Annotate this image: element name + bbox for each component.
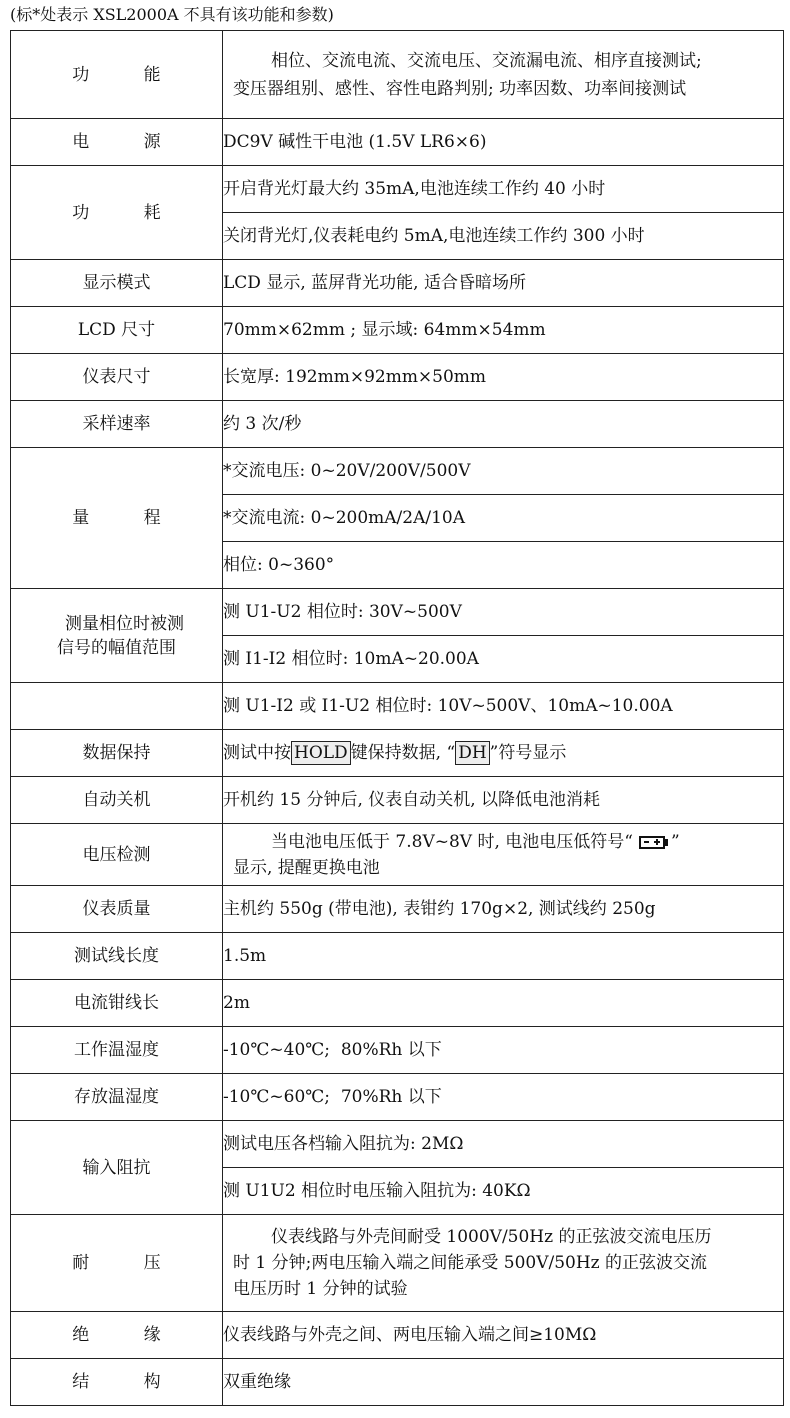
hold-text-before: 测试中按 [223, 743, 291, 763]
table-row [11, 1074, 784, 1121]
lcd-value: 70mm×62mm ; 显示域: 64mm×54mm [223, 307, 784, 354]
hold-label: 数据保持 [11, 730, 223, 777]
consumption-backlight-off: 关闭背光灯,仪表耗电约 5mA,电池连续工作约 300 小时 [223, 213, 784, 260]
range-phase: 相位: 0~360° [223, 542, 784, 589]
hold-text-middle: 键保持数据, “ [350, 743, 456, 763]
table-row [11, 448, 784, 495]
function-value [223, 31, 784, 119]
range-current: *交流电流: 0~200mA/2A/10A [223, 495, 784, 542]
lcd-label: LCD 尺寸 [11, 307, 223, 354]
clamp-lead-label: 电流钳线长 [11, 980, 223, 1027]
phase-u1u2-range: 测 U1-U2 相位时: 30V~500V [223, 589, 784, 636]
table-row [11, 166, 784, 213]
autooff-label: 自动关机 [11, 777, 223, 824]
table-row [11, 1312, 784, 1359]
size-label: 仪表尺寸 [11, 354, 223, 401]
phase-amplitude-label-line1: 测量相位时被测 [65, 613, 184, 634]
table-row [11, 260, 784, 307]
table-row [11, 119, 784, 166]
voltcheck-line2: 显示, 提醒更换电池 [233, 857, 380, 878]
power-label: 电源 [11, 119, 223, 166]
withstand-value [223, 1215, 784, 1312]
hold-value [223, 730, 784, 777]
withstand-line1: 仪表线路与外壳间耐受 1000V/50Hz 的正弦波交流电压历 [271, 1227, 712, 1247]
mass-value: 主机约 550g (带电池), 表钳约 170g×2, 测试线约 250g [223, 886, 784, 933]
table-row [11, 589, 784, 636]
table-row [11, 1215, 784, 1312]
structure-label: 结构 [11, 1359, 223, 1406]
withstand-label: 耐压 [11, 1215, 223, 1312]
hold-text-after: ”符号显示 [489, 743, 567, 763]
dh-symbol-glyph: DH [455, 741, 489, 765]
function-label: 功能 [11, 31, 223, 119]
clamp-lead-value: 2m [223, 980, 784, 1027]
table-row [11, 730, 784, 777]
voltcheck-line1-end: ” [670, 831, 680, 852]
spec-table [10, 30, 784, 1406]
display-label: 显示模式 [11, 260, 223, 307]
table-row [11, 31, 784, 119]
table-row [11, 401, 784, 448]
work-env-label: 工作温湿度 [11, 1027, 223, 1074]
table-row [11, 354, 784, 401]
voltcheck-label: 电压检测 [11, 824, 223, 886]
table-row [11, 933, 784, 980]
withstand-line3: 电压历时 1 分钟的试验 [233, 1279, 408, 1299]
table-row [11, 886, 784, 933]
hold-key-glyph: HOLD [291, 741, 351, 765]
lead-length-value: 1.5m [223, 933, 784, 980]
impedance-label: 输入阻抗 [11, 1121, 223, 1215]
impedance-voltage: 测试电压各档输入阻抗为: 2MΩ [223, 1121, 784, 1168]
phase-mixed-range: 测 U1-I2 或 I1-U2 相位时: 10V~500V、10mA~10.00A [223, 683, 784, 730]
phase-amplitude-label-line2: 信号的幅值范围 [57, 637, 176, 658]
size-value: 长宽厚: 192mm×92mm×50mm [223, 354, 784, 401]
consumption-backlight-on: 开启背光灯最大约 35mA,电池连续工作约 40 小时 [223, 166, 784, 213]
low-battery-icon [639, 836, 665, 849]
withstand-line2: 时 1 分钟;两电压输入端之间能承受 500V/50Hz 的正弦波交流 [233, 1253, 708, 1273]
table-row [11, 824, 784, 886]
work-env-value: -10℃~40℃; 80%Rh 以下 [223, 1027, 784, 1074]
range-voltage: *交流电压: 0~20V/200V/500V [223, 448, 784, 495]
mass-label: 仪表质量 [11, 886, 223, 933]
autooff-value: 开机约 15 分钟后, 仪表自动关机, 以降低电池消耗 [223, 777, 784, 824]
display-value: LCD 显示, 蓝屏背光功能, 适合昏暗场所 [223, 260, 784, 307]
blank-label-cell [11, 683, 223, 730]
voltcheck-line1: 当电池电压低于 7.8V~8V 时, 电池电压低符号“ [271, 831, 633, 852]
function-line2: 变压器组别、感性、容性电路判别; 功率因数、功率间接测试 [233, 78, 687, 99]
table-row [11, 1027, 784, 1074]
sampling-value: 约 3 次/秒 [223, 401, 784, 448]
function-line1: 相位、交流电流、交流电压、交流漏电流、相序直接测试; [271, 50, 702, 71]
power-value: DC9V 碱性干电池 (1.5V LR6×6) [223, 119, 784, 166]
store-env-value: -10℃~60℃; 70%Rh 以下 [223, 1074, 784, 1121]
table-row [11, 1359, 784, 1406]
range-label: 量程 [11, 448, 223, 589]
voltcheck-value [223, 824, 784, 886]
insulation-value: 仪表线路与外壳之间、两电压输入端之间≥10MΩ [223, 1312, 784, 1359]
table-row [11, 683, 784, 730]
insulation-label: 绝缘 [11, 1312, 223, 1359]
consumption-label: 功耗 [11, 166, 223, 260]
structure-value: 双重绝缘 [223, 1359, 784, 1406]
lead-length-label: 测试线长度 [11, 933, 223, 980]
table-note: (标*处表示 XSL2000A 不具有该功能和参数) [10, 5, 334, 24]
phase-i1i2-range: 测 I1-I2 相位时: 10mA~20.00A [223, 636, 784, 683]
table-row [11, 1121, 784, 1168]
table-row [11, 980, 784, 1027]
phase-amplitude-label [11, 589, 223, 683]
sampling-label: 采样速率 [11, 401, 223, 448]
store-env-label: 存放温湿度 [11, 1074, 223, 1121]
impedance-phase: 测 U1U2 相位时电压输入阻抗为: 40KΩ [223, 1168, 784, 1215]
table-row [11, 307, 784, 354]
table-row [11, 777, 784, 824]
